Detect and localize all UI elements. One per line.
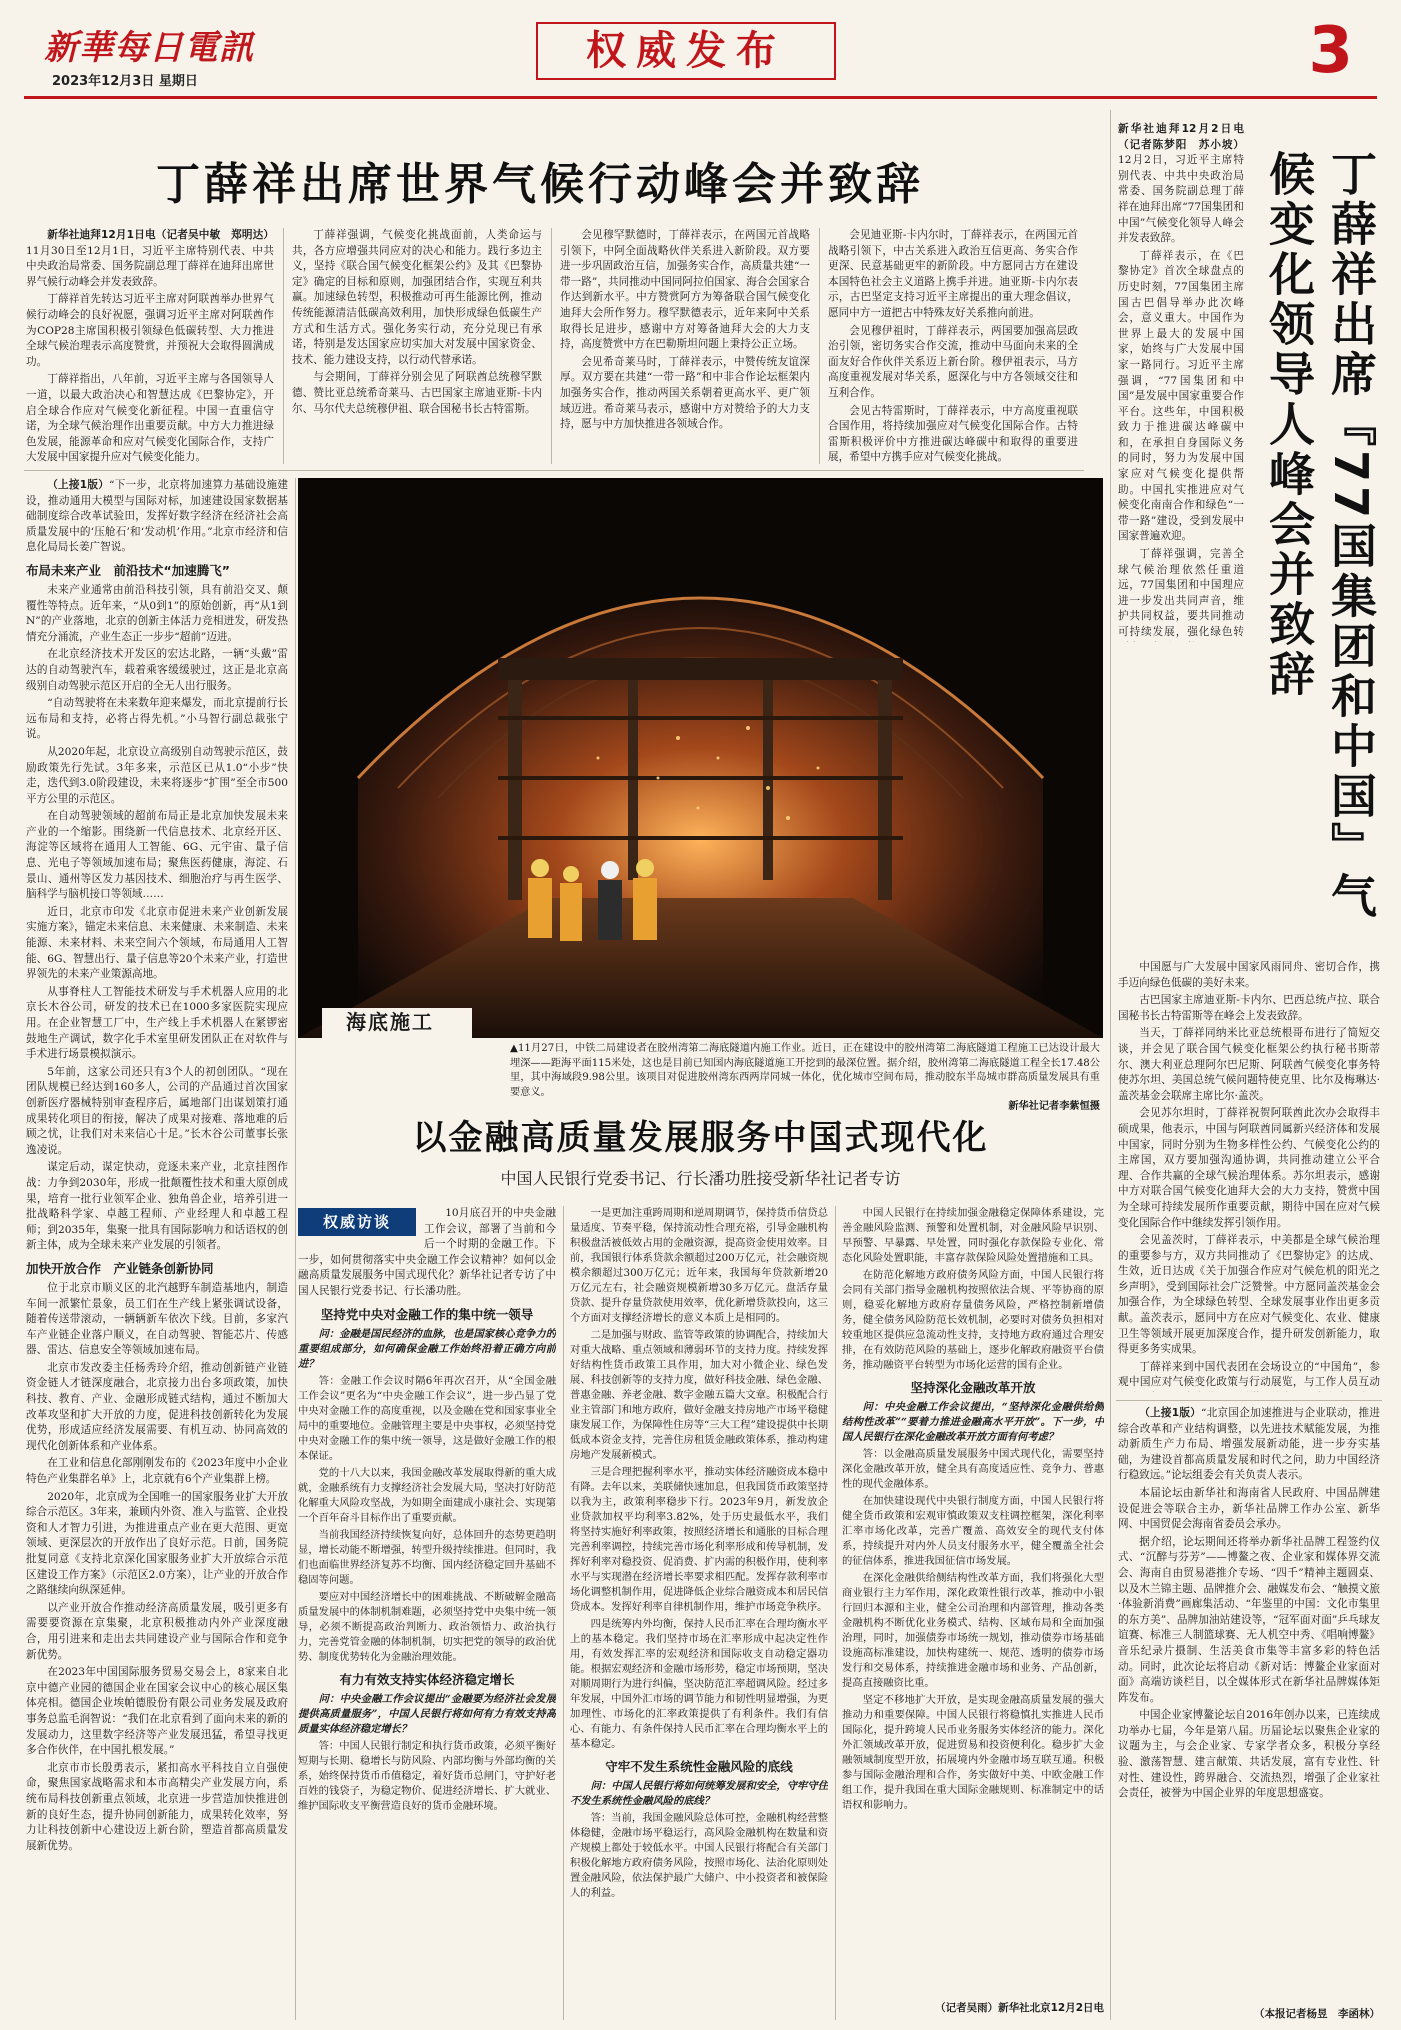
story3-para: 丁薛祥来到中国代表团在会场设立的“中国角”，参观中国应对气候变化政策与行动展览，与工作人员互动: [1118, 1360, 1380, 1389]
interview-tag-label: 权威访谈: [322, 1213, 391, 1231]
logo: 新華每日電訊: [44, 28, 254, 68]
story2-intro: 10月底召开的中央金融工作会议，部署了当前和今后一个时期的金融工作。下一步，如何贯彻落实中央金融工作会议精神？如何以金融高质量发展服务中国式现代化？新华社记者专访了中国人民银行党委书记、行长潘功胜。: [298, 1207, 556, 1297]
photo-credit: 新华社记者李紫恒摄: [1008, 1101, 1100, 1112]
answer: 在深化金融供给侧结构性改革方面，我们将强化大型商业银行主力军作用，深化政策性银行改革，推动中小银行回归本源和主业，健全公司治理和内部管理，推动各类金融机构不断优化业务模式、结构、区域布局和全面加强治理，同时，加强债券市场统一规划，推动债券市场基础设施高标准建设，加快构建统一、规范、透明的债券市场发行和交易体系，持续推进金融市场和业务、产品创新，提高直接融资比重。: [842, 1572, 1104, 1689]
story3-headline: 丁薛祥出席『77国集团和中国』气候变化领导人峰会并致辞: [1262, 150, 1378, 923]
issue-date: 2023年12月3日 星期日: [52, 74, 198, 89]
page-number: 3: [1308, 14, 1353, 88]
left-para: 位于北京市顺义区的北汽越野车制造基地内，制造车间一派繁忙景象，员工们在生产线上紧张调试设备，随着传送带滚动，一辆辆新车依次下线。目前，多家汽车产业链企业落户顺义，在自动驾驶、智能芯片、传感器、雷达、信息安全等领域加速布局。: [26, 1281, 288, 1357]
question: 问：中央金融工作会议提出“金融要为经济社会发展提供高质量服务”，中国人民银行将如何有力有效支持高质量实体经济稳定增长？: [298, 1692, 556, 1735]
question: 问：金融是国民经济的血脉，也是国家核心竞争力的重要组成部分，如何确保金融工作始终沿着正确方向前进？: [298, 1327, 556, 1370]
story2-col-3: [842, 1206, 1104, 2020]
story3-para: 丁薛祥强调，完善全球气候治理依然任重道远，77国集团和中国理应进一步发出共同声音，维护共同权益，要共同推动可持续发展，强化绿色转: [1118, 548, 1244, 638]
masthead: [0, 0, 1401, 100]
photo-caption-text: ▲11月27日，中铁二局建设者在胶州湾第二海底隧道内施工作业。近日，正在建设中的胶州湾第二海底隧道工程施工已达设计最大埋深——距海平面115米处，这也是目前已知国内海底隧道施工开挖到的最深位置。据介绍，胶州湾第二海底隧道工程全长17.48公里，其中海域段9.98公里。该项目对促进胶州湾东西两岸同城一体化，优化城市空间布局，推动胶东半岛城市群高质量发展具有重要意义。: [510, 1043, 1100, 1098]
story1-headline: 丁薛祥出席世界气候行动峰会并致辞: [156, 159, 924, 210]
photo-title: 海底施工: [346, 1010, 434, 1034]
answer: 一是更加注重跨周期和逆周期调节，保持货币信贷总量适度、节奏平稳，保持流动性合理充裕，引导金融机构积极盘活被低效占用的金融资源，提高资金使用效率。目前，我国银行体系贷款余额超过200万亿元，社会融资规模余额超过300万亿元；近年来，我国每年贷款新增20万亿元左右，社会融资规模新增30多万亿元。盘活存量贷款、提升存量贷款使用效率，优化新增贷款投向，这三个方面对支撑经济增长的意义本质上是相同的。: [570, 1207, 828, 1324]
answer: 答：金融工作会议时隔6年再次召开，从“全国金融工作会议”更名为“中央金融工作会议”，进一步凸显了党中央对金融工作的高度重视，以及金融在党和国家事业全局中的重要地位。金融管理主要是中央事权，必须坚持党中央对金融工作的集中统一领导，这是做好金融工作的根本保证。: [298, 1374, 556, 1462]
interview-tag: [298, 1208, 416, 1236]
answer: 答：中国人民银行制定和执行货币政策，必须平衡好短期与长期、稳增长与防风险、内部均衡与外部均衡的关系，始终保持货币币值稳定，着好货币总闸门，守护好老百姓的钱袋子，为稳定物价、促进经济增长、扩大就业、维护国际收支平衡营造良好的货币金融环境。: [298, 1739, 556, 1812]
story1-col-4: [828, 228, 1078, 464]
story3-para: 新华社迪拜12月2日电（记者陈梦阳 苏小坡）12月2日，习近平主席特别代表、中共中央政治局常委、国务院副总理丁薛祥在迪拜出席“77国集团和中国”气候变化领导人峰会并发表致辞。: [1118, 123, 1244, 245]
story1-para: 丁薛祥强调，气候变化挑战面前，人类命运与共，各方应增强共同应对的决心和能力。践行多边主义，坚持《联合国气候变化框架公约》及其《巴黎协定》确定的目标和原则，加强团结合作，实现互利共赢。加速绿色转型，积极推动可再生能源比例，推动传统能源清洁低碳高效利用，加快形成绿色低碳生产方式和生活方式。强化务实行动，充分兑现已有承诺，特别是发达国家应切实加大对发展中国家资金、技术、能力建设支持，以行动代替承诺。: [292, 229, 542, 366]
left-para: 以产业开放合作推动经济高质量发展，吸引更多有需要要资源在京集聚，北京积极推动内外产业深度融合，用引进来和走出去共同建设产业与国际合作和竞争新优势。: [26, 1601, 288, 1661]
story1-para: 丁薛祥首先转达习近平主席对阿联酋举办世界气候行动峰会的良好祝愿，强调习近平主席对阿联酋作为COP28主席国积极引领绿色低碳转型、大力推进全球气候治理表示高度赞赏，并预祝大会取得圆满成功。: [26, 293, 274, 368]
left-para: 在自动驾驶领域的超前布局正是北京加快发展未来产业的一个缩影。围绕新一代信息技术、北京经开区、海淀等区域将在通用人工智能、6G、元宇宙、量子信息、光电子等领域加速布局；聚焦医药健康，海淀、石景山、通州等区发力基因技术、细胞治疗与再生医学、脑科学与脑机接口等领域……: [26, 810, 288, 901]
left-para: 2020年，北京成为全国唯一的国家服务业扩大开放综合示范区。3年来，兼顾内外资、准入与监管、企业投资和人才智力引进，为推进重点产业在更大范围、更宽领域、更深层次的开放作出了良好示范。日前，国务院批复同意《支持北京深化国家服务业扩大开放综合示范区建设工作方案》（示范区2.0方案），让产业的开放合作之路继续向纵深延伸。: [26, 1490, 288, 1597]
story1-para: 会见穆罕默德时，丁薛祥表示，在两国元首战略引领下，中阿全面战略伙伴关系进入新阶段。双方要进一步巩固政治互信，加强务实合作，高质量共建“一带一路”，共同推动中国同阿拉伯国家、海合会国家合作达到新水平。中方赞赏阿方为筹备联合国气候变化迪拜大会所作努力。穆罕默德表示，近年来阿中关系取得长足进步，感谢中方对筹备迪拜大会的大力支持，高度赞赏中方在巴勒斯坦问题上秉持公正立场。: [560, 229, 810, 351]
column-rule: [295, 478, 296, 2020]
column-rule: [551, 228, 552, 464]
story3-para: 中国愿与广大发展中国家风雨同舟、密切合作，携手迈向绿色低碳的美好未来。: [1118, 961, 1380, 989]
column-rule: [819, 228, 820, 464]
photo-caption: [510, 1042, 1100, 1115]
story1-para: 会见古特雷斯时，丁薛祥表示，中方高度重视联合国作用，将持续加强应对气候变化国际合作。古特雷斯积极评价中方推进碳达峰碳中和取得的重要进展，希望中方携手应对气候变化挑战。: [828, 404, 1078, 464]
right-bottom: [1118, 1406, 1380, 2004]
left-para: 近日，北京市印发《北京市促进未来产业创新发展实施方案》，锚定未来信息、未来健康、未来制造、未来能源、未来材料、未来空间六个领域，布局通用人工智能、6G、智慧出行、量子信息等20个未来产业，打造世界领先的未来产业策源高地。: [26, 905, 288, 981]
story1-para: 会见希奇莱马时，丁薛祥表示，中赞传统友谊深厚。双方要在共建“一带一路”和中非合作论坛框架内加强务实合作，推动两国关系朝着更高水平、更广领域迈进。希奇莱马表示，感谢中方对赞给予的大力支持，愿与中方加快推进各领域合作。: [560, 355, 810, 431]
left-para: 在2023年中国国际服务贸易交易会上，8家来自北京中德产业园的德国企业在国家会议中心的核心展区集体亮相。德国企业埃帕德股份有限公司业务发展及政府事务总监毛润智说：“我们在北京看到了面向未来的新的发展动力，这里数字经济等产业发展迅猛，希望寻找更多合作伙伴，在中国扎根发展。”: [26, 1666, 288, 1757]
answer: 中国人民银行在持续加强金融稳定保障体系建设，完善金融风险监测、预警和处置机制，对金融风险早识别、早预警、早暴露、早处置，同时强化存款保险专业化、常态化风险处置职能，丰富存款保险风险处置措施和工具。: [842, 1207, 1104, 1264]
left-para: 北京市发改委主任杨秀玲介绍，推动创新链产业链资金链人才链深度融合，北京接力出台多项政策，加快科技、教育、产业、金融形成链式结构，通过不断加大改革攻坚和扩大开放的力度，促进科技创新转化为发展优势，形成适应经济发展需要、有机互动、协同高效的现代化创新体系和产业体系。: [26, 1361, 288, 1452]
section-rule: [1116, 1400, 1382, 1401]
story1-col-1: [26, 228, 274, 464]
answer: 四是统筹内外均衡，保持人民币汇率在合理均衡水平上的基本稳定。我们坚持市场在汇率形成中起决定性作用，有效发挥汇率的宏观经济和国际收支自动稳定器功能。根据宏观经济和金融市场形势，稳定市场预期，坚决对顺周期行为进行纠偏，坚决防范汇率超调风险。经过多年发展，中国外汇市场的调节能力和韧性明显增强，为更加理性、市场化的汇率政策提供了有利条件。我们有信心、有能力、有条件保持人民币汇率在合理均衡水平上的基本稳定。: [570, 1618, 828, 1750]
tunnel-illustration: [298, 478, 1103, 1038]
left-para: 在北京经济技术开发区的宏达北路，一辆“头戴”雷达的自动驾驶汽车，载着乘客缓缓驶过，这正是北京高级别自动驾驶示范区开启的全无人出行服务。: [26, 648, 288, 692]
column-rule: [1110, 110, 1111, 2020]
left-para: 从事脊柱人工智能技术研发与手术机器人应用的北京长木谷公司，研发的技术已在1000多家医院实现应用。在企业智慧工厂中，生产线上手术机器人在紧锣密鼓地生产调试，数字化手术室里研发团队正在对软件与手术进行场景模拟演示。: [26, 985, 288, 1061]
story3-para: 丁薛祥表示，在《巴黎协定》首次全球盘点的历史时刻，77国集团主席国古巴倡导举办此次峰会，意义重大。中国作为世界上最大的发展中国家，始终与广大发展中国家一路同行。习近平主席强调，“77国集团和中国”是发展中国家重要合作平台。这些年，中国积极致力于推进碳达峰碳中和，在承担自身国际义务的同时，努力为发展中国家应对气候变化提供帮助。中国扎实推进应对气候变化南南合作和绿色“一带一路”建设，受到发展中国家普遍欢迎。: [1118, 249, 1244, 543]
left-para: “自动驾驶将在未来数年迎来爆发，而北京提前行长远布局和支持，必将占得先机。”小马智行副总裁张宁说。: [26, 697, 288, 741]
story2-subhead: 坚持深化金融改革开放: [910, 1380, 1036, 1395]
story2-subhead: 坚持党中央对金融工作的集中统一领导: [320, 1306, 534, 1322]
story2-headline: 以金融高质量发展服务中国式现代化: [412, 1118, 989, 1158]
column-rule: [835, 1206, 836, 2020]
right-bottom-para: 本届论坛由新华社和海南省人民政府、中国品牌建设促进会等联合主办，新华社品牌工作办公室、新华网、中国贸促会海南省委员会承办。: [1118, 1486, 1380, 1531]
story3-para: 会见苏尔坦时，丁薛祥祝贺阿联酋此次办会取得丰硕成果，他表示，中国与阿联酋同属新兴经济体和发展中国家，同时分别为生物多样性公约、气候变化公约的主席国，双方要加强沟通协调，共同推动建立公平合理、合作共赢的全球气候治理体系。苏尔坦表示，感谢中方对联合国气候变化迪拜大会的大力支持，赞赏中国为全球可持续发展所作重要贡献，期待中国在应对气候变化国际合作中继续发挥引领作用。: [1118, 1107, 1380, 1229]
story2-subhead: 有力有效支持实体经济稳定增长: [339, 1671, 515, 1687]
answer: 当前我国经济持续恢复向好，总体回升的态势更趋明显，增长动能不断增强，转型升级持续推进。但同时，我们也面临世界经济复苏不均衡、国内经济稳定回升基础不稳固等问题。: [298, 1528, 556, 1586]
story1-para: 新华社迪拜12月1日电（记者吴中敏 郑明达）11月30日至12月1日，习近平主席特别代表、中共中央政治局常委、国务院副总理丁薛祥在迪拜出席世界气候行动峰会并发表致辞。: [26, 229, 274, 288]
story2-byline: （记者吴雨）新华社北京12月2日电: [842, 2000, 1104, 2015]
left-column: [26, 478, 288, 2020]
answer: 答：以金融高质量发展服务中国式现代化，需要坚持深化金融改革开放，健全具有高度适应性、竞争力、普惠性的现代金融体系。: [842, 1448, 1104, 1490]
section-title: 权威发布: [586, 28, 786, 74]
story3-lead-box: [1118, 122, 1244, 642]
answer: 在加快建设现代中央银行制度方面，中国人民银行将健全货币政策和宏观审慎政策双支柱调控框架，深化利率汇率市场化改革，完善广覆盖、高效安全的现代支付体系，持续提升对内外人员支付服务水平，健全覆盖全社会的征信体系，推进我国征信市场发展。: [842, 1495, 1104, 1567]
answer: 答：当前，我国金融风险总体可控，金融机构经营整体稳健，金融市场平稳运行，高风险金融机构在数量和资产规模上都处于较低水平。中国人民银行将配合有关部门积极化解地方政府债务风险，按照市场化、法治化原则处置金融风险，依法保护最广大储户、中小投资者和被保险人的利益。: [570, 1812, 828, 1899]
story1-col-2: [292, 228, 542, 464]
story2-col-1: [298, 1206, 556, 2020]
question: 问：中国人民银行将如何统筹发展和安全，守牢守住不发生系统性金融风险的底线？: [570, 1780, 828, 1807]
tunnel-photo: [298, 478, 1103, 1038]
left-para: 在工业和信息化部刚刚发布的《2023年度中小企业特色产业集群名单》上，北京就有6个产业集群上榜。: [26, 1457, 288, 1486]
story3-para: 古巴国家主席迪亚斯-卡内尔、巴西总统卢拉、联合国秘书长古特雷斯等在峰会上发表致辞。: [1118, 994, 1380, 1022]
left-subhead: 布局未来产业 前沿技术“加速腾飞”: [26, 562, 230, 578]
answer: 三是合理把握利率水平，推动实体经济融资成本稳中有降。去年以来，美联储快速加息，但我国货币政策坚持以我为主，政策利率稳步下行。2023年9月，新发放企业贷款加权平均利率3.82%，处于历史最低水平，我们将坚持实施好利率政策，按照经济增长和通胀的目标合理完善利率调控，持续完善市场化利率形成和传导机制，发挥好利率对稳投资、促消费、扩内需的积极作用，使利率水平与实现潜在经济增长率要求相匹配。发挥存款利率市场化调整机制作用，促进降低企业综合融资成本和居民信贷成本。发挥好利率自律机制作用，维护市场竞争秩序。: [570, 1466, 828, 1613]
answer: 党的十八大以来，我国金融改革发展取得新的重大成就，金融系统有力支撑经济社会发展大局，坚决打好防范化解重大风险攻坚战，为如期全面建成小康社会、实现第一个百年奋斗目标作出了重要贡献。: [298, 1466, 556, 1524]
story2-subhead: 守牢不发生系统性金融风险的底线: [605, 1759, 793, 1774]
question: 问：中央金融工作会议提出，“坚持深化金融供给侧结构性改革”“要着力推进金融高水平开放”。下一步，中国人民银行在深化金融改革开放方面有何考虑？: [842, 1401, 1104, 1443]
story1-para: 丁薛祥指出，八年前，习近平主席与各国领导人一道，以最大政治决心和智慧达成《巴黎协定》，开启全球合作应对气候变化新征程。中国一直重信守诺，为全球气候治理作出重要贡献。中方大力推进绿色发展，能源革命和应对气候变化国际合作，支持广大发展中国家提升应对气候变化能力。: [26, 373, 274, 464]
left-para: 谋定后动，谋定快动，竞逐未来产业，北京挂图作战：力争到2030年，形成一批颠覆性技术和重大原创成果，培育一批行业领军企业、独角兽企业，培养引进一批战略科学家、卓越工程师、产业经理人和卓越工程师；到2035年，集聚一批具有国际影响力和话语权的创新主体，成为全球未来产业发展的引领者。: [26, 1161, 288, 1252]
left-subhead: 加快开放合作 产业链条创新协同: [26, 1260, 214, 1276]
right-bottom-para: （上接1版）“北京国企加速推进与企业联动，推进综合改革和产业结构调整，以先进技术赋能发展，为推动新质生产力布局、增强发展新动能，进一步夯实基础，为建设首都高质量发展和时代之问，助力中国经济行稳致远。”论坛组委会有关负责人表示。: [1118, 1407, 1380, 1482]
story3-para: 当天，丁薛祥同纳米比亚总统根哥布进行了简短交谈，并会见了联合国气候变化框架公约执行秘书斯蒂尔、澳大利亚总理阿尔巴尼斯、阿联酋气候变化事务特使苏尔坦、美国总统气候问题特使克里、比尔及梅琳达·盖茨基金会联席主席比尔·盖茨。: [1118, 1027, 1380, 1102]
answer: 要应对中国经济增长中的困难挑战、不断破解金融高质量发展中的体制机制难题，必须坚持党中央集中统一领导，必须不断提高政治判断力、政治领悟力、政治执行力，完善党管金融的体制机制，切实把党的领导的政治优势、制度优势转化为金融治理效能。: [298, 1590, 556, 1663]
story1-para: 会见穆伊祖时，丁薛祥表示，两国要加强高层政治引领，密切务实合作交流，推动中马面向未来的全面友好合作伙伴关系迈上新台阶。穆伊祖表示，马方高度重视发展对华关系，愿深化与中方各领域交往和互利合作。: [828, 324, 1078, 399]
masthead-rule: [24, 96, 1377, 99]
story1-para: 会见迪亚斯-卡内尔时，丁薛祥表示，在两国元首战略引领下，中古关系进入政治互信更高、务实合作更深、民意基础更牢的新阶段。中方愿同古方在建设本国特色社会主义道路上携手并进。迪亚斯-卡内尔表示，古巴坚定支持习近平主席提出的重大理念倡议，愿同中方一道把古中特殊友好关系推向前进。: [828, 229, 1078, 319]
answer: 坚定不移地扩大开放，是实现金融高质量发展的强大推动力和重要保障。中国人民银行将稳慎扎实推进人民币国际化，提升跨境人民币业务服务实体经济的能力。深化外汇领域改革开放，促进贸易和投资便利化。稳步扩大金融领域制度型开放，拓展境内外金融市场互联互通。积极参与国际金融治理和合作，务实做好中美、中欧金融工作组工作，提升我国在重大国际金融规则、标准制定中的话语权和影响力。: [842, 1694, 1104, 1811]
column-rule: [283, 228, 284, 464]
right-bottom-para: 据介绍，论坛期间还将举办新华社品牌工程签约仪式、“沉醉与芬芳”——博鳌之夜、企业家和媒体界交流会、海南自由贸易港推介专场、“四千”精神主题圆桌、以及木兰锦主题、品牌推介会、融媒发布会、“触摸文旅·体验新消费”画廊集活动、“年鉴里的中国：文化市集里的东方美”、品牌加油站建设等，“冠军面对面”乒乓球友谊赛、标准三人制篮球赛、无人机空中秀、《唱响博鳌》音乐纪录片摄制、生活美食市集等丰富多彩的特色活动。同时，此次论坛将启动《新对话：博鳌企业家面对面》高端访谈栏目，以全媒体形式在新华社品牌媒体矩阵发布。: [1118, 1535, 1380, 1704]
story1-para: 与会期间，丁薛祥分别会见了阿联酋总统穆罕默德、赞比亚总统希奇莱马、古巴国家主席迪亚斯-卡内尔、马尔代夫总统穆伊祖、联合国秘书长古特雷斯。: [292, 371, 542, 415]
story1-col-3: [560, 228, 810, 464]
answer: 二是加强与财政、监管等政策的协调配合，持续加大对重大战略、重点领域和薄弱环节的支持力度。持续发挥好结构性货币政策工具作用，加大对小微企业、绿色发展、科技创新等的支持力度，做好科技金融、绿色金融、普惠金融、养老金融、数字金融五篇大文章。积极配合行业主管部门和地方政府，做好金融支持房地产市场平稳健康发展工作，为保障性住房等“三大工程”建设提供中长期低成本资金支持，完善住房租赁金融政策体系，推动构建房地产发展新模式。: [570, 1329, 828, 1461]
left-intro: （上接1版）“下一步，北京将加速算力基础设施建设，推动通用大模型与国际对标，加速建设国家数据基础制度综合改革试验田，发挥好数字经济在经济社会高质量发展中的‘压舱石’和‘发动机’作用。”北京市经济和信息化局局长姜广智说。: [26, 479, 288, 554]
story3-para: 会见盖茨时，丁薛祥表示，中美都是全球气候治理的重要参与方，双方共同推动了《巴黎协定》的达成、生效，近日达成《关于加强合作应对气候危机的阳光之乡声明》，受到国际社会广泛赞誉。中方愿同盖茨基金会加强合作，为全球绿色转型、全球发展事业作出更多贡献。盖茨表示，愿同中方在应对气候变化、农业、健康卫生等领域开展更加深度合作，提升研发创新能力，取得更多务实成果。: [1118, 1234, 1380, 1356]
section-rule: [24, 470, 1084, 471]
story2-subheadline: 中国人民银行党委书记、行长潘功胜接受新华社记者专访: [500, 1169, 901, 1188]
left-para: 未来产业通常由前沿科技引领，具有前沿交叉、颠覆性等特点。近年来，“从0到1”的原始创新，再“从1到N”的产业落地，北京的创新主体活力竞相迸发，研发热情充分涌流，产业生态正一步步“超前”迈进。: [26, 583, 288, 643]
column-rule: [563, 1206, 564, 2020]
right-bottom-byline: （本报记者杨昱 李函林）: [1254, 2008, 1380, 2020]
left-para: 从2020年起，北京设立高级别自动驾驶示范区，鼓励政策先行先试。3年多来，示范区已从1.0“小步”快走，迭代到3.0阶段建设，未来将逐步“扩围”至全市500平方公里的示范区。: [26, 745, 288, 805]
left-para: 北京市市长殷勇表示，紧扣高水平科技自立自强使命，聚焦国家战略需求和本市高精尖产业发展方向，系统布局科技创新重点领域，北京进一步营造加快推进创新的良好生态，提升协同创新能力，成果转化效率，努力让科技创新中心建设迈上新台阶，塑造首都高质量发展新优势。: [26, 1761, 288, 1852]
right-bottom-para: 中国企业家博鳌论坛自2016年创办以来，已连续成功举办七届，今年是第八届。历届论坛以聚焦企业家的议题为主，与会企业家、专家学者众多，积极分享经验、激荡智慧、建言献策、共话发展，富有专业性、针对性、建设性，跨界融合、交流热烈，增强了企业家社会责任，被誉为中国企业界的年度思想盛宴。: [1118, 1709, 1380, 1800]
story2-col-2: [570, 1206, 828, 2020]
section-banner: [536, 22, 836, 80]
answer: 在防范化解地方政府债务风险方面，中国人民银行将会同有关部门指导金融机构按照依法合规、平等协商的原则，稳妥化解地方政府存量债务风险，严格控制新增债务，健全债务风险防范长效机制，必要时对债务负担相对较重地区提供应急流动性支持，支持地方政府通过合理安排，在有效防范风险的基础上，逐步化解政府融资平台债务，推动融资平台转型为市场化运营的国有企业。: [842, 1269, 1104, 1371]
left-para: 5年前，这家公司还只有3个人的初创团队。“现在团队规模已经达到160多人，公司的产品通过首次国家创新医疗器械特别审查程序后，属地部门出谋划策打通成果转化项目的衔接，解决了成果对接难、落地难的后顾之忧，让我们对未来信心十足。”长木谷公司董事长张逸凌说。: [26, 1065, 288, 1156]
story3-body: [1118, 960, 1380, 1392]
